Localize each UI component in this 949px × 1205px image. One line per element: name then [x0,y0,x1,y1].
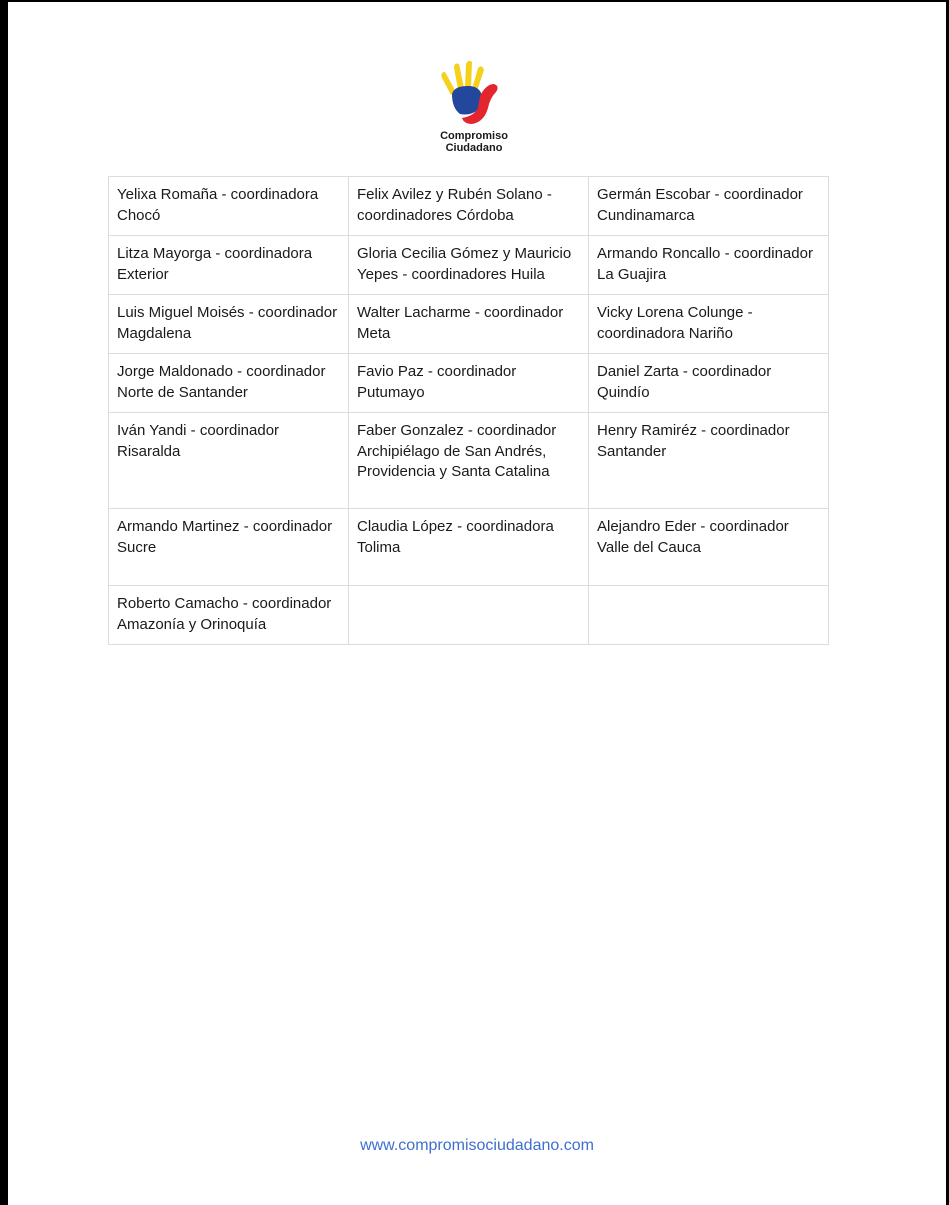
logo-line-2: Ciudadano [445,142,503,154]
table-row [109,236,829,295]
table-cell: Litza Mayorga - coordinadora Exterior [109,236,349,295]
table-cell: Roberto Camacho - coordinador Amazonía y Orinoquía [109,586,349,645]
table-row [109,413,829,509]
table-row [109,354,829,413]
logo-wordmark [424,130,524,154]
table-cell: Faber Gonzalez - coordinador Archipiélago de San Andrés, Providencia y Santa Catalina [349,413,589,509]
table-cell: Armando Roncallo - coordinador La Guajira [589,236,829,295]
table-cell [589,586,829,645]
table-cell: Armando Martinez - coordinador Sucre [109,509,349,586]
table-cell: Gloria Cecilia Gómez y Mauricio Yepes - coordinadores Huila [349,236,589,295]
coordinators-table [108,176,829,645]
table-cell: Iván Yandi - coordinador Risaralda [109,413,349,509]
table-cell: Jorge Maldonado - coordinador Norte de Santander [109,354,349,413]
compromiso-ciudadano-logo [424,58,524,158]
table-cell: Luis Miguel Moisés - coordinador Magdalena [109,295,349,354]
table-cell: Favio Paz - coordinador Putumayo [349,354,589,413]
table-cell: Germán Escobar - coordinador Cundinamarca [589,177,829,236]
table-cell: Claudia López - coordinadora Tolima [349,509,589,586]
table-cell: Vicky Lorena Colunge - coordinadora Nariño [589,295,829,354]
logo-line-1: Compromiso [440,130,508,142]
table-row [109,177,829,236]
table-cell [349,586,589,645]
table-row [109,586,829,645]
table-cell: Henry Ramiréz - coordinador Santander [589,413,829,509]
table-cell: Felix Avilez y Rubén Solano - coordinadores Córdoba [349,177,589,236]
table-cell: Daniel Zarta - coordinador Quindío [589,354,829,413]
table-cell: Yelixa Romaña - coordinadora Chocó [109,177,349,236]
table-row [109,509,829,586]
website-link[interactable]: www.compromisociudadano.com [360,1137,594,1154]
table-cell: Walter Lacharme - coordinador Meta [349,295,589,354]
hand-icon [432,58,516,130]
table-row [109,295,829,354]
document-page [8,2,946,1205]
table-cell: Alejandro Eder - coordinador Valle del Cauca [589,509,829,586]
